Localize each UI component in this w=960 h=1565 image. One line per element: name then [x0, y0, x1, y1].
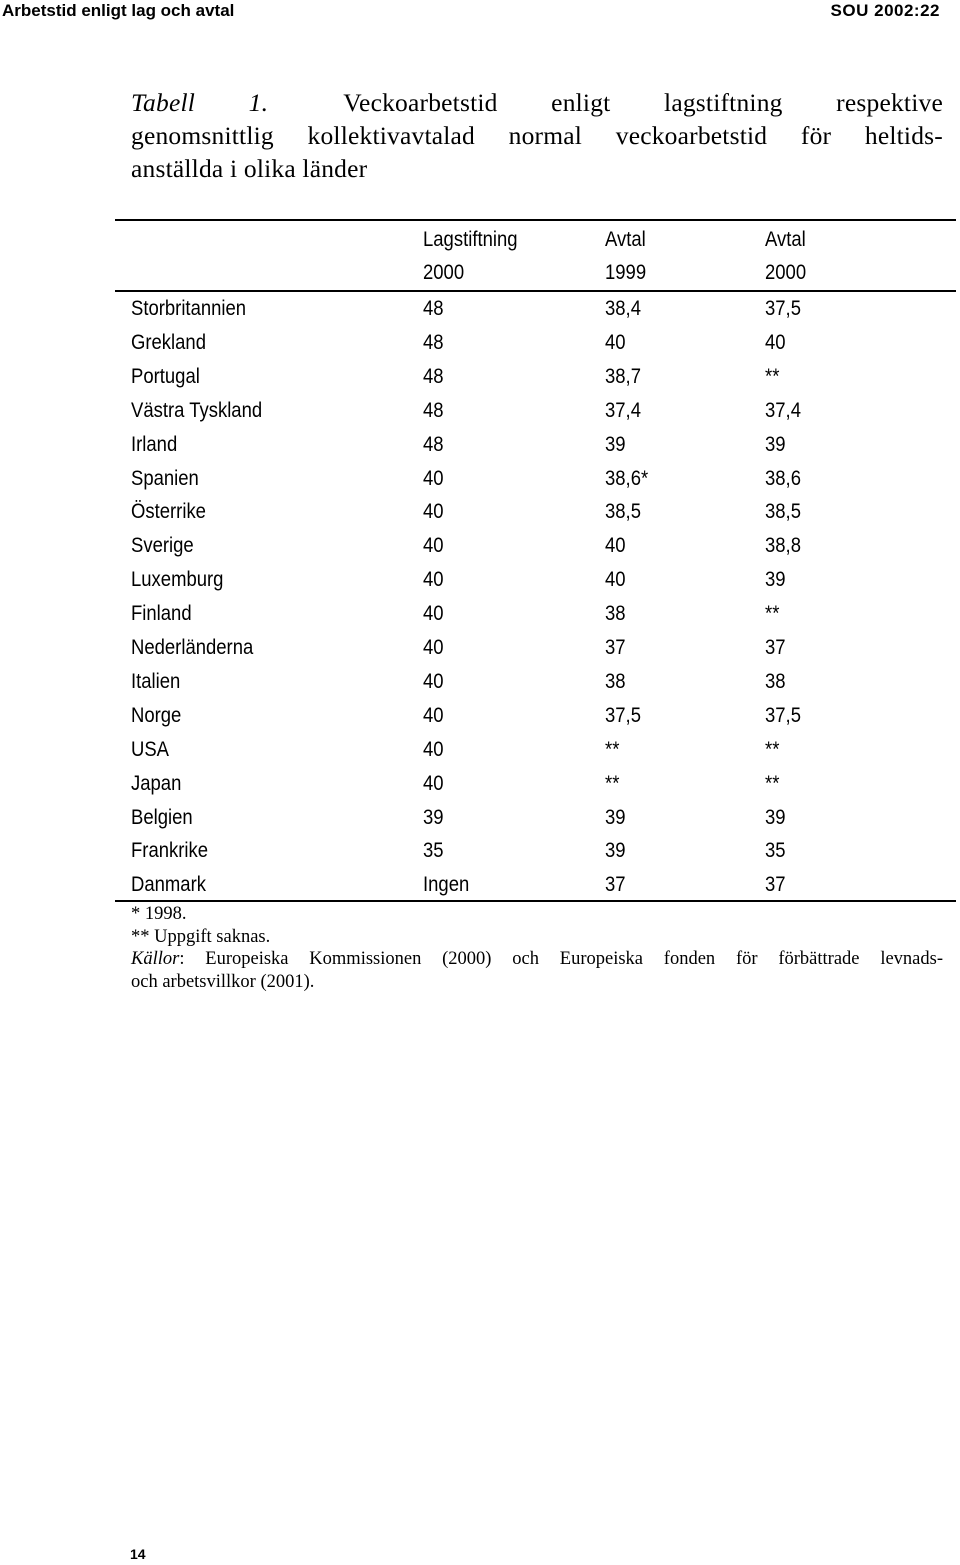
cell-legislation: 2000	[423, 261, 465, 284]
cell-agreement-2000: 40	[765, 330, 786, 354]
cell-agreement-1999: **	[605, 737, 620, 761]
cell-agreement-1999: 37	[605, 873, 626, 897]
source-note	[131, 948, 943, 971]
footnote-missing-data: ** Uppgift saknas.	[131, 926, 271, 947]
cell-legislation: 48	[423, 330, 444, 354]
cell-agreement-2000: 37	[765, 873, 786, 897]
cell-legislation: 40	[423, 737, 444, 761]
cell-agreement-1999: 38,7	[605, 364, 641, 388]
cell-legislation: 40	[423, 703, 444, 727]
cell-agreement-2000: 37,4	[765, 398, 801, 422]
cell-agreement-2000: Avtal	[765, 228, 806, 251]
page-number: 14	[130, 1546, 146, 1562]
running-header	[0, 0, 960, 24]
cell-country: Luxemburg	[131, 568, 224, 592]
cell-agreement-2000: 2000	[765, 261, 807, 284]
cell-agreement-1999: 38,5	[605, 500, 641, 524]
cell-legislation: 40	[423, 534, 444, 558]
cell-agreement-2000: **	[765, 364, 780, 388]
cell-country: Frankrike	[131, 839, 209, 863]
cell-country: Norge	[131, 703, 182, 727]
cell-agreement-1999: **	[605, 771, 620, 795]
cell-agreement-1999: 39	[605, 839, 626, 863]
cell-agreement-2000: 39	[765, 805, 786, 829]
cell-agreement-2000: 37,5	[765, 703, 801, 727]
cell-country: Spanien	[131, 466, 199, 490]
cell-legislation: 48	[423, 297, 444, 320]
cell-agreement-1999: 1999	[605, 261, 647, 284]
cell-agreement-1999: 38,4	[605, 297, 641, 320]
caption-line-1: Veckoarbetstid enligt lagstiftning respektive	[343, 88, 943, 117]
table-top-rule	[115, 219, 956, 221]
cell-legislation: Lagstiftning	[423, 228, 518, 251]
cell-legislation: 40	[423, 500, 444, 524]
cell-agreement-1999: 40	[605, 568, 626, 592]
cell-agreement-2000: 39	[765, 568, 786, 592]
table-bottom-rule	[115, 900, 956, 902]
cell-agreement-2000: **	[765, 602, 780, 626]
cell-country: Irland	[131, 432, 178, 456]
cell-agreement-1999: 38,6*	[605, 466, 649, 490]
cell-agreement-2000: 37	[765, 636, 786, 659]
cell-country: Storbritannien	[131, 297, 247, 320]
cell-country: Japan	[131, 771, 182, 795]
caption-line-3: anställda i olika länder	[131, 154, 368, 183]
cell-country: Österrike	[131, 500, 206, 524]
header-document-id: SOU 2002:22	[830, 1, 940, 20]
cell-agreement-2000: 35	[765, 839, 786, 863]
cell-agreement-2000: 38,6	[765, 466, 801, 490]
cell-agreement-1999: 37,5	[605, 703, 641, 727]
table-notes	[131, 903, 943, 993]
cell-country: Finland	[131, 602, 192, 626]
cell-agreement-1999: 38	[605, 602, 626, 626]
cell-country: Nederländerna	[131, 636, 254, 659]
cell-agreement-1999: 40	[605, 534, 626, 558]
cell-agreement-2000: 38,8	[765, 534, 801, 558]
cell-legislation: 40	[423, 602, 444, 626]
cell-agreement-1999: 39	[605, 805, 626, 829]
cell-agreement-1999: 40	[605, 330, 626, 354]
cell-agreement-2000: 38,5	[765, 500, 801, 524]
cell-agreement-2000: **	[765, 771, 780, 795]
cell-agreement-2000: **	[765, 737, 780, 761]
cell-country: Grekland	[131, 330, 206, 354]
cell-legislation: 40	[423, 669, 444, 693]
cell-legislation: 48	[423, 364, 444, 388]
cell-agreement-2000: 37,5	[765, 297, 801, 320]
cell-agreement-2000: 39	[765, 432, 786, 456]
cell-country: Västra Tyskland	[131, 398, 263, 422]
caption-line-2: genomsnittlig kollektivavtalad normal veckoarbetstid för heltids-	[131, 121, 943, 150]
cell-agreement-2000: 38	[765, 669, 786, 693]
cell-country: Belgien	[131, 805, 193, 829]
cell-country: Danmark	[131, 873, 206, 897]
source-text-2: och arbetsvillkor (2001).	[131, 971, 315, 992]
table-label: Tabell 1.	[131, 88, 269, 117]
cell-country: Sverige	[131, 534, 194, 558]
cell-legislation: 48	[423, 432, 444, 456]
cell-country: Portugal	[131, 364, 200, 388]
footnote-1998: * 1998.	[131, 904, 187, 924]
cell-legislation: 48	[423, 398, 444, 422]
cell-legislation: 40	[423, 771, 444, 795]
cell-country: Italien	[131, 669, 181, 693]
cell-agreement-1999: Avtal	[605, 228, 646, 251]
cell-legislation: 35	[423, 839, 444, 863]
cell-legislation: 40	[423, 466, 444, 490]
cell-agreement-1999: 37	[605, 636, 626, 659]
source-label: Källor	[131, 949, 180, 969]
cell-legislation: 40	[423, 636, 444, 659]
cell-agreement-1999: 39	[605, 432, 626, 456]
header-title: Arbetstid enligt lag och avtal	[2, 1, 235, 20]
cell-legislation: Ingen	[423, 873, 470, 897]
cell-legislation: 39	[423, 805, 444, 829]
cell-legislation: 40	[423, 568, 444, 592]
table-caption	[131, 86, 943, 185]
source-text-1: : Europeiska Kommissionen (2000) och Europeiska fonden för förbättrade levnads-	[179, 949, 943, 969]
table-header-rule	[115, 290, 956, 292]
cell-agreement-1999: 38	[605, 669, 626, 693]
cell-agreement-1999: 37,4	[605, 398, 641, 422]
cell-country: USA	[131, 737, 170, 761]
